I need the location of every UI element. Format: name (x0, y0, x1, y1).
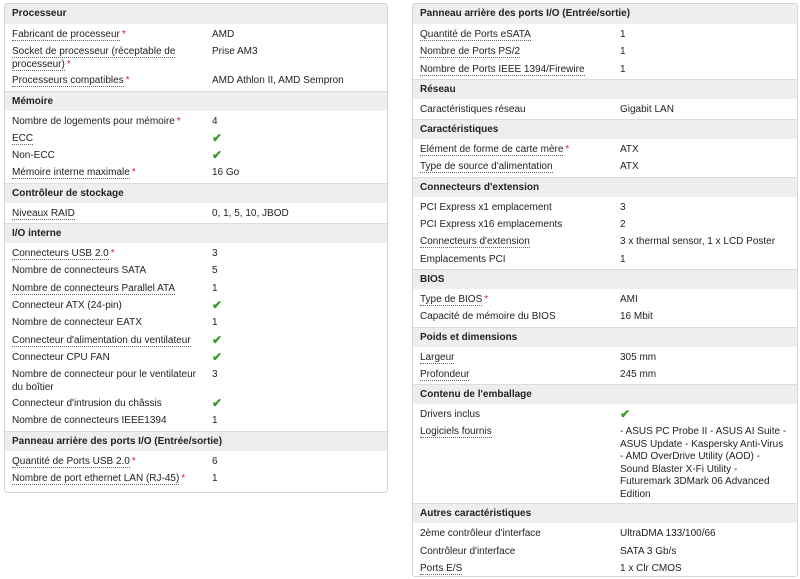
spec-value: 3 (212, 248, 218, 260)
spec-label-text[interactable]: Nombre de connecteurs Parallel ATA (12, 282, 176, 294)
checkmark-icon: ✔ (212, 349, 223, 364)
spec-row (5, 148, 387, 165)
required-star-icon: * (66, 58, 71, 70)
spec-row (413, 62, 797, 79)
spec-label[interactable] (420, 369, 620, 382)
spec-row (5, 454, 387, 471)
required-star-icon: * (121, 29, 126, 40)
spec-label[interactable] (12, 335, 212, 348)
spec-label-text[interactable]: Socket de processeur (réceptable de processeur) (12, 46, 176, 70)
spec-label-text[interactable]: Quantité de Ports eSATA (420, 29, 531, 40)
spec-row (413, 27, 797, 44)
spec-label-text[interactable]: Fabricant de processeur (12, 29, 120, 40)
spec-label[interactable] (12, 208, 212, 221)
spec-label (420, 202, 620, 215)
spec-row (413, 217, 797, 234)
section-header-autres-caracteristiques: Autres caractéristiques (413, 503, 797, 523)
spec-label-text[interactable]: Quantité de Ports USB 2.0 (12, 455, 130, 467)
required-star-icon: * (565, 144, 570, 156)
spec-value: 1 (212, 415, 218, 427)
spec-label-text: Contrôleur d'interface (420, 545, 516, 557)
spec-label (420, 254, 620, 267)
spec-row (5, 263, 387, 280)
spec-value: 245 mm (620, 368, 657, 380)
required-star-icon: * (131, 455, 136, 467)
checkmark-icon: ✔ (212, 332, 223, 347)
spec-row (413, 234, 797, 251)
spec-value: 5 (212, 265, 218, 277)
checkmark-icon: ✔ (212, 130, 223, 145)
spec-label (12, 398, 212, 411)
spec-row (413, 544, 797, 561)
section-header-contenu-de-l-emballage: Contenu de l'emballage (413, 384, 797, 404)
spec-value: 1 (620, 29, 626, 40)
spec-label-text[interactable]: Processeurs compatibles (12, 75, 124, 87)
spec-label (12, 150, 212, 163)
spec-value: 305 mm (620, 351, 657, 363)
spec-label[interactable] (420, 294, 620, 307)
spec-row (413, 142, 797, 159)
spec-row (413, 102, 797, 119)
section-header-reseau: Réseau (413, 79, 797, 99)
section-header-bios: BIOS (413, 269, 797, 289)
spec-label[interactable] (12, 473, 212, 486)
spec-value: 16 Go (212, 167, 240, 179)
spec-label[interactable] (12, 75, 212, 88)
spec-label-text[interactable]: ECC (12, 132, 34, 144)
spec-row (5, 367, 387, 396)
spec-label (12, 415, 212, 428)
spec-value: AMD Athlon II, AMD Sempron (212, 75, 344, 87)
spec-label[interactable] (420, 352, 620, 365)
spec-label-text[interactable]: Niveaux RAID (12, 207, 75, 219)
spec-label-text: Connecteur CPU FAN (12, 351, 110, 363)
spec-label-text: PCI Express x1 emplacement (420, 201, 552, 213)
spec-value: 3 (212, 369, 218, 381)
required-star-icon: * (131, 167, 136, 179)
section-header-poids-et-dimensions: Poids et dimensions (413, 327, 797, 347)
required-star-icon: * (484, 293, 489, 305)
spec-row (5, 333, 387, 350)
spec-value: Prise AM3 (212, 46, 258, 58)
spec-label-text[interactable]: Type de BIOS (420, 293, 483, 305)
spec-label-text: Drivers inclus (420, 409, 481, 421)
spec-label-text[interactable]: Nombre de Ports PS/2 (420, 46, 521, 58)
spec-label (420, 311, 620, 324)
spec-value: ATX (620, 144, 639, 156)
spec-value: 1 (620, 253, 626, 265)
spec-label-text[interactable]: Largeur (420, 351, 455, 363)
spec-label (12, 300, 212, 313)
spec-label-text: Nombre de connecteur pour le ventilateur du boîtier (12, 369, 196, 393)
spec-value: 2 (620, 219, 626, 231)
spec-row (5, 165, 387, 182)
spec-value: Gigabit LAN (620, 103, 674, 115)
checkmark-icon: ✔ (212, 297, 223, 312)
spec-row (413, 407, 797, 424)
spec-row (413, 526, 797, 543)
spec-row (5, 298, 387, 315)
spec-row (413, 159, 797, 176)
spec-row (413, 44, 797, 61)
spec-value: 1 (212, 473, 218, 485)
spec-row (413, 200, 797, 217)
spec-row (5, 44, 387, 73)
spec-label (12, 369, 212, 394)
spec-label-text[interactable]: Connecteur d'alimentation du ventilateur (12, 334, 191, 346)
spec-row (413, 252, 797, 269)
spec-label-text: Connecteur ATX (24-pin) (12, 299, 122, 311)
spec-row (5, 73, 387, 90)
spec-value: 6 (212, 455, 218, 467)
checkmark-icon: ✔ (212, 396, 223, 411)
spec-label-text: Nombre de connecteurs SATA (12, 265, 147, 277)
spec-value: 3 (620, 201, 626, 213)
required-star-icon: * (110, 248, 115, 260)
spec-label-text[interactable]: Nombre de port ethernet LAN (RJ-45) (12, 473, 180, 485)
section-header-memoire: Mémoire (5, 91, 387, 111)
spec-panel-right (412, 3, 798, 577)
spec-row (5, 206, 387, 223)
spec-label[interactable] (12, 283, 212, 296)
spec-label (12, 265, 212, 278)
spec-label[interactable] (12, 167, 212, 180)
spec-value: 16 Mbit (620, 311, 653, 323)
spec-value: UltraDMA 133/100/66 (620, 528, 716, 540)
section-header-connecteurs-d-extension: Connecteurs d'extension (413, 177, 797, 197)
spec-row (5, 315, 387, 332)
spec-value: AMD (212, 29, 235, 40)
spec-label (420, 104, 620, 117)
spec-row (413, 561, 797, 577)
required-star-icon: * (181, 473, 186, 485)
spec-label-text[interactable]: Profondeur (420, 368, 470, 380)
spec-label-text: Capacité de mémoire du BIOS (420, 311, 556, 323)
spec-value: 3 x thermal sensor, 1 x LCD Poster (620, 236, 776, 248)
spec-label[interactable] (420, 426, 620, 439)
spec-label-text[interactable]: Mémoire interne maximale (12, 167, 130, 179)
spec-label (420, 409, 620, 422)
spec-label[interactable] (420, 64, 620, 77)
spec-label-text[interactable]: Ports E/S (420, 563, 463, 575)
spec-label-text: Non-ECC (12, 150, 55, 162)
spec-row (5, 396, 387, 413)
checkmark-icon: ✔ (212, 148, 223, 163)
spec-panel-left (4, 3, 388, 493)
spec-label-text[interactable]: Type de source d'alimentation (420, 161, 553, 173)
spec-value: - ASUS PC Probe II - ASUS AI Suite - ASUS Update - Kaspersky Anti-Virus - AMD OverDrive Utility (AOD) - Sound Blaster X-Fi Utility - Futuremark 3DMark 06 Advanced Edition (620, 426, 787, 500)
spec-label[interactable] (12, 456, 212, 469)
spec-label[interactable] (420, 144, 620, 157)
spec-value: 0, 1, 5, 10, JBOD (212, 207, 289, 219)
spec-label-text: Caractéristiques réseau (420, 103, 526, 115)
spec-row (5, 114, 387, 131)
spec-label-text: PCI Express x16 emplacements (420, 219, 563, 231)
spec-label[interactable] (420, 563, 620, 576)
section-header-i-o-interne: I/O interne (5, 223, 387, 243)
checkmark-icon: ✔ (620, 407, 631, 422)
spec-label-text: Nombre de connecteur EATX (12, 317, 142, 329)
spec-label[interactable] (12, 133, 212, 146)
spec-row (413, 367, 797, 384)
section-header-panneau-arriere-des-ports-i-o-entree-sortie: Panneau arrière des ports I/O (Entrée/sortie) (413, 4, 797, 24)
spec-label[interactable] (12, 29, 212, 42)
required-star-icon: * (125, 75, 130, 87)
spec-label[interactable] (420, 236, 620, 249)
required-star-icon: * (176, 115, 181, 127)
spec-row (413, 424, 797, 503)
spec-label (12, 317, 212, 330)
spec-row (5, 131, 387, 148)
spec-row (5, 413, 387, 430)
spec-label[interactable] (420, 29, 620, 42)
spec-value: 1 (212, 317, 218, 329)
spec-row (413, 309, 797, 326)
spec-row (5, 281, 387, 298)
spec-row (5, 27, 387, 44)
spec-label-text: Nombre de connecteurs IEEE1394 (12, 415, 167, 427)
section-header-caracteristiques: Caractéristiques (413, 119, 797, 139)
spec-label-text[interactable]: Nombre de Ports IEEE 1394/Firewire (420, 63, 585, 75)
spec-label-text[interactable]: Connecteurs d'extension (420, 236, 530, 248)
spec-row (413, 292, 797, 309)
spec-label-text: Emplacements PCI (420, 253, 506, 265)
spec-label (12, 116, 212, 129)
spec-row (413, 350, 797, 367)
spec-value: 1 x Clr CMOS (620, 563, 682, 575)
spec-label (420, 219, 620, 232)
spec-label-text[interactable]: Logiciels fournis (420, 426, 492, 438)
spec-label-text[interactable]: Connecteurs USB 2.0 (12, 248, 109, 260)
spec-label-text[interactable]: Elément de forme de carte mère (420, 144, 564, 156)
spec-row (5, 471, 387, 488)
spec-label-text: Nombre de logements pour mémoire (12, 115, 175, 127)
spec-label-text: 2ème contrôleur d'interface (420, 528, 541, 540)
spec-row (5, 350, 387, 367)
spec-value: 1 (620, 46, 626, 58)
spec-label[interactable] (420, 161, 620, 174)
spec-label (12, 352, 212, 365)
section-header-controleur-de-stockage: Contrôleur de stockage (5, 183, 387, 203)
spec-value: AMI (620, 293, 638, 305)
spec-label[interactable] (12, 248, 212, 261)
spec-label (420, 528, 620, 541)
spec-value: 1 (620, 63, 626, 75)
section-header-panneau-arriere-des-ports-i-o-entree-sortie: Panneau arrière des ports I/O (Entrée/sortie) (5, 431, 387, 451)
spec-label (420, 546, 620, 559)
spec-value: 4 (212, 115, 218, 127)
spec-label[interactable] (12, 46, 212, 71)
spec-value: ATX (620, 161, 639, 173)
spec-row (5, 246, 387, 263)
spec-label[interactable] (420, 46, 620, 59)
section-header-processeur: Processeur (5, 4, 387, 24)
spec-label-text: Connecteur d'intrusion du châssis (12, 398, 162, 410)
spec-value: 1 (212, 282, 218, 294)
spec-value: SATA 3 Gb/s (620, 545, 677, 557)
